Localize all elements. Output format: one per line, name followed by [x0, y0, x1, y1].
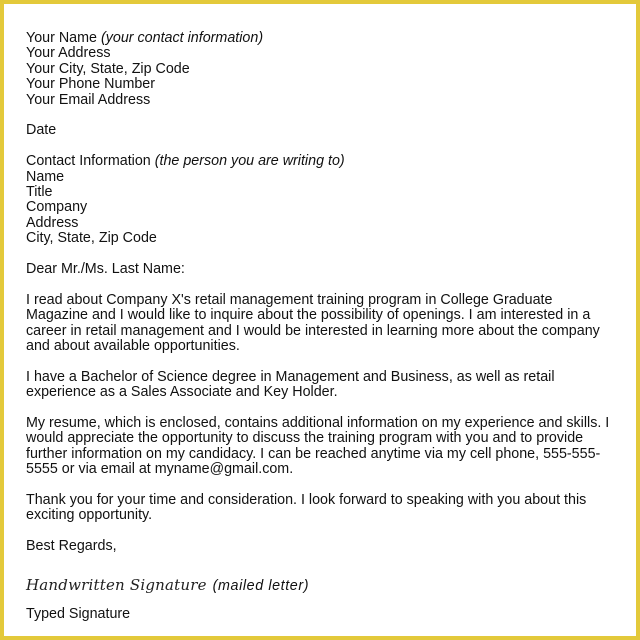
sender-block: [26, 31, 616, 108]
paragraph-text: I have a Bachelor of Science degree in Management and Business, as well as retail experience as a Sales Associate and Key Holder.: [26, 368, 555, 401]
sender-address: Your Address: [26, 45, 111, 62]
salutation: Dear Mr./Ms. Last Name:: [26, 261, 185, 278]
body-paragraph-3: [26, 416, 616, 478]
body-paragraph-4: [26, 493, 616, 524]
sender-name: Your Name: [26, 30, 97, 46]
recipient-name: Name: [26, 168, 65, 185]
paragraph-text: I read about Company X's retail management training program in College Graduate Magazine and I would like to inquire about the possibility of openings. I am interested in a career in retail management and I would be interested in learning more about the company and about available opportunities.: [26, 291, 600, 355]
signature-note: (mailed letter): [212, 577, 310, 594]
sender-phone: Your Phone Number: [26, 76, 156, 93]
paragraph-text: Thank you for your time and consideration. I look forward to speaking with you about this exciting opportunity.: [26, 492, 587, 524]
recipient-company: Company: [26, 199, 88, 216]
body-paragraph-1: [26, 293, 616, 355]
recipient-block: [26, 154, 616, 246]
recipient-label-line: [26, 154, 616, 169]
recipient-label-note: (the person you are writing to): [154, 153, 345, 170]
letter-date: Date: [26, 122, 57, 139]
sender-name-note: (your contact information): [100, 30, 264, 46]
salutation-block: [26, 262, 616, 277]
cover-letter: [26, 31, 616, 623]
paragraph-text: My resume, which is enclosed, contains additional information on my experience and skills. I would appreciate the opportunity to discuss the training program with you and to provide further information on my candidacy. I can be reached anytime via my cell phone, 555-555-5555 or via email at myname@gmail.com.: [26, 415, 610, 478]
sender-name-line: [26, 31, 616, 46]
recipient-label: Contact Information: [26, 153, 151, 170]
recipient-city: City, State, Zip Code: [26, 230, 157, 247]
sender-email: Your Email Address: [26, 91, 151, 108]
signature-row: [26, 575, 616, 594]
date-block: [26, 123, 616, 138]
typed-signature: Typed Signature: [26, 606, 131, 623]
closing-block: [26, 539, 616, 622]
handwritten-signature: Handwritten Signature: [26, 575, 207, 594]
recipient-title: Title: [26, 184, 53, 201]
sender-city: Your City, State, Zip Code: [26, 60, 190, 77]
closing: Best Regards,: [26, 538, 117, 555]
body-paragraph-2: [26, 370, 616, 401]
recipient-address: Address: [26, 214, 79, 231]
